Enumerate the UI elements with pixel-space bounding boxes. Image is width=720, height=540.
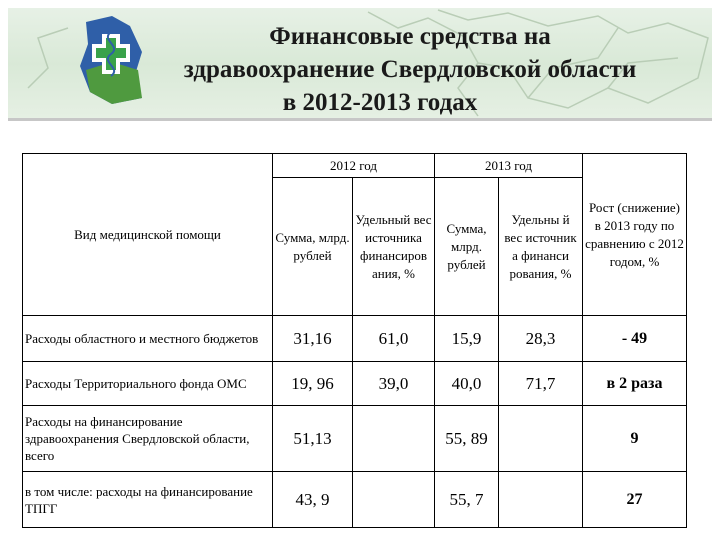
sum-2012-header: Сумма, млрд. рублей: [273, 178, 353, 316]
row-label: Расходы Территориального фонда ОМС: [23, 362, 273, 406]
year-2012-header: 2012 год: [273, 154, 435, 178]
share-2013-cell: [499, 472, 583, 528]
share-2013-cell: 28,3: [499, 316, 583, 362]
title-line-1: Финансовые средства на: [269, 23, 551, 50]
growth-cell: - 49: [583, 316, 687, 362]
sum-2013-cell: 40,0: [435, 362, 499, 406]
row-label: Расходы на финансирование здравоохранения Свердловской области, всего: [23, 406, 273, 472]
growth-header: Рост (снижение) в 2013 году по сравнению с 2012 годом, %: [583, 154, 687, 316]
table-row: [23, 406, 687, 472]
share-2013-header: Удельны й вес источник а финанси рования, %: [499, 178, 583, 316]
share-2012-cell: 61,0: [353, 316, 435, 362]
share-2013-cell: 71,7: [499, 362, 583, 406]
sum-2013-cell: 55, 89: [435, 406, 499, 472]
table-row: [23, 316, 687, 362]
sum-2013-cell: 55, 7: [435, 472, 499, 528]
share-2013-cell: [499, 406, 583, 472]
sum-2013-header: Сумма, млрд. рублей: [435, 178, 499, 316]
table-row: [23, 362, 687, 406]
growth-cell: в 2 раза: [583, 362, 687, 406]
share-2012-cell: [353, 406, 435, 472]
sum-2013-cell: 15,9: [435, 316, 499, 362]
page-title: [130, 20, 690, 119]
title-line-3: в 2012-2013 годах: [282, 89, 478, 116]
sum-2012-cell: 19, 96: [273, 362, 353, 406]
year-2013-header: 2013 год: [435, 154, 583, 178]
share-2012-cell: [353, 472, 435, 528]
title-line-2: здравоохранение Свердловской области: [183, 56, 637, 83]
sum-2012-cell: 31,16: [273, 316, 353, 362]
growth-cell: 27: [583, 472, 687, 528]
col-kind-header: Вид медицинской помощи: [23, 154, 273, 316]
share-2012-cell: 39,0: [353, 362, 435, 406]
finance-table: [22, 153, 687, 528]
growth-cell: 9: [583, 406, 687, 472]
sum-2012-cell: 43, 9: [273, 472, 353, 528]
row-label: в том числе: расходы на финансирование ТПГГ: [23, 472, 273, 528]
table-row: [23, 472, 687, 528]
share-2012-header: Удельный вес источника финансиров ания, %: [353, 178, 435, 316]
sum-2012-cell: 51,13: [273, 406, 353, 472]
row-label: Расходы областного и местного бюджетов: [23, 316, 273, 362]
